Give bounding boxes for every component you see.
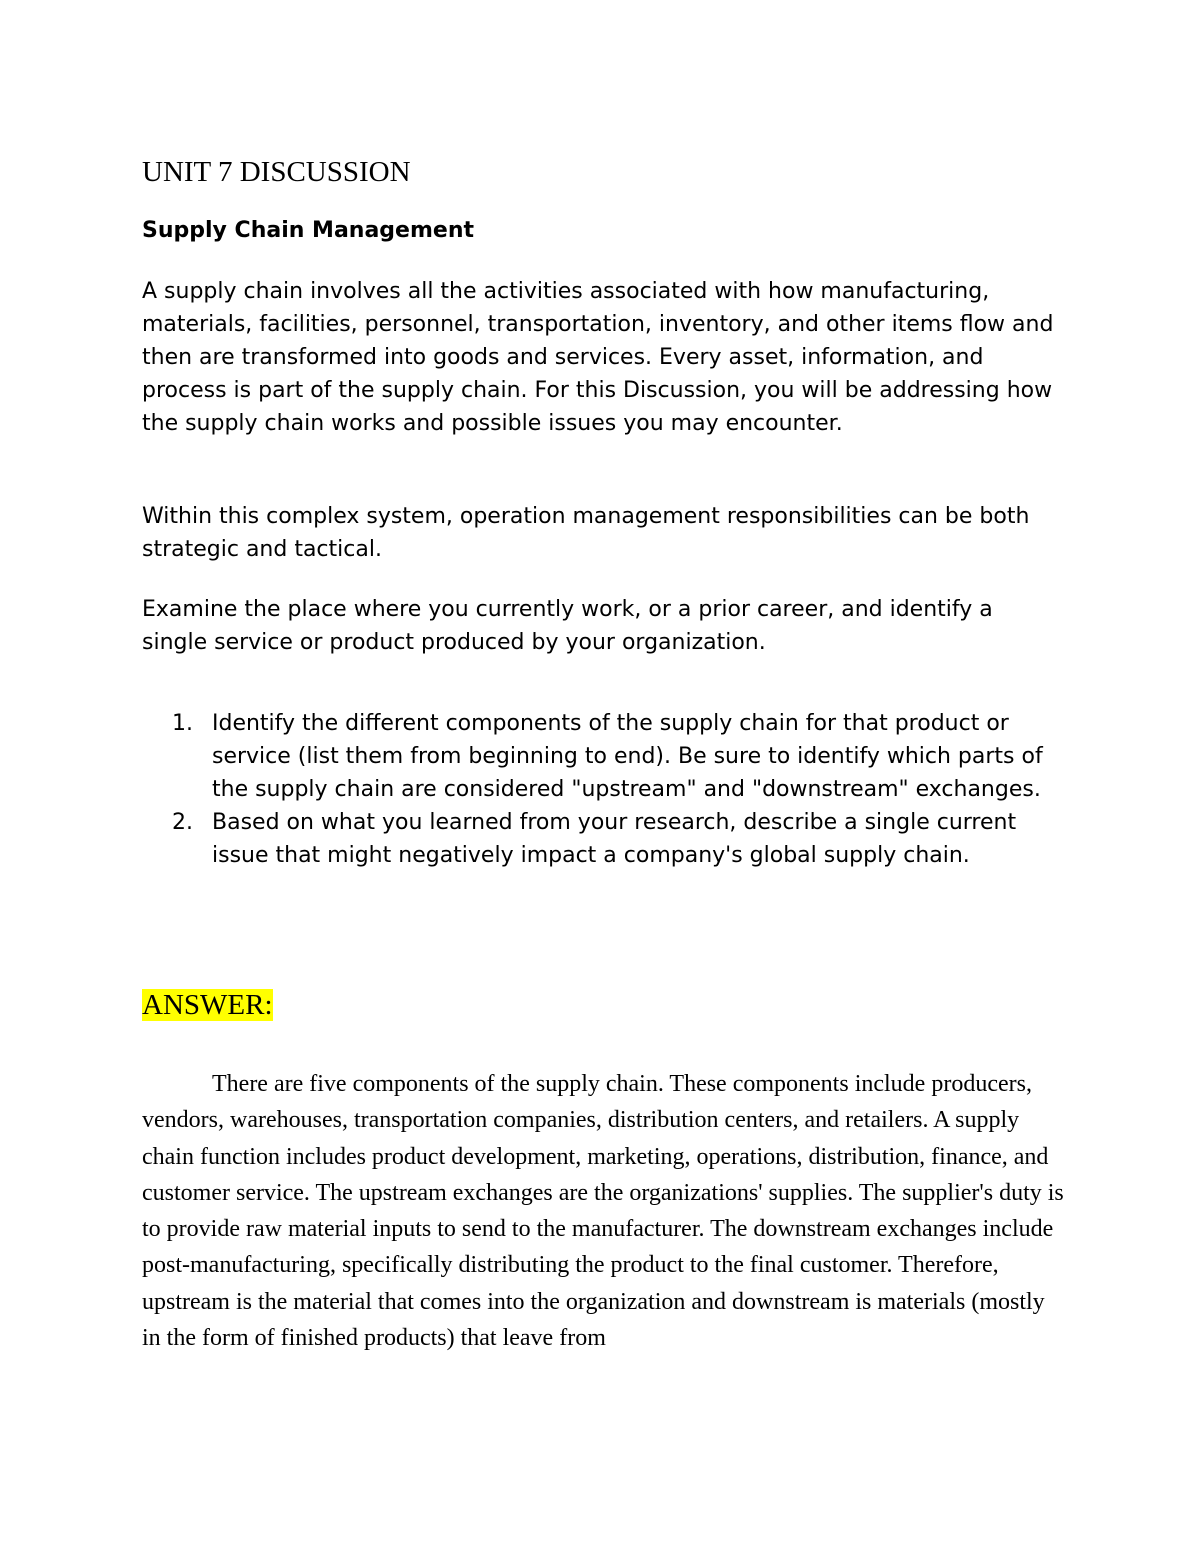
responsibilities-paragraph: Within this complex system, operation management responsibilities can be both strategic and tactical. xyxy=(142,504,1030,562)
list-item-number: 2. xyxy=(172,810,193,835)
list-item xyxy=(142,707,1062,806)
intro-paragraph: A supply chain involves all the activities associated with how manufacturing, materials, facilities, personnel, transportation, inventory, and other items flow and then are transformed into goods and services. Every asset, information, and process is part of the supply chain. For this Discussion, you will be addressing how the supply chain works and possible issues you may encounter. xyxy=(142,279,1054,436)
document-title: UNIT 7 DISCUSSION xyxy=(142,156,411,188)
document-subtitle: Supply Chain Management xyxy=(142,218,474,243)
list-item-text: Identify the different components of the supply chain for that product or service (list them from beginning to end). Be sure to identify which parts of the supply chain are considered "upstream" and "downstream" exchanges. xyxy=(212,711,1043,802)
instruction-paragraph: Examine the place where you currently work, or a prior career, and identify a single service or product produced by your organization. xyxy=(142,597,993,655)
list-item-text: Based on what you learned from your research, describe a single current issue that might negatively impact a company's global supply chain. xyxy=(212,810,1017,868)
answer-highlight: ANSWER: xyxy=(142,989,273,1021)
list-item xyxy=(142,806,1062,872)
question-list xyxy=(142,707,1062,872)
answer-paragraph: There are five components of the supply chain. These components include producers, vendors, warehouses, transportation companies, distribution centers, and retailers. A supply chain function includes product development, marketing, operations, distribution, finance, and customer service. The upstream exchanges are the organizations' supplies. The supplier's duty is to provide raw material inputs to send to the manufacturer. The downstream exchanges include post-manufacturing, specifically distributing the product to the final customer. Therefore, upstream is the material that comes into the organization and downstream is materials (mostly in the form of finished products) that leave from xyxy=(142,1071,1064,1352)
answer-heading xyxy=(142,985,273,1025)
list-item-number: 1. xyxy=(172,711,193,736)
